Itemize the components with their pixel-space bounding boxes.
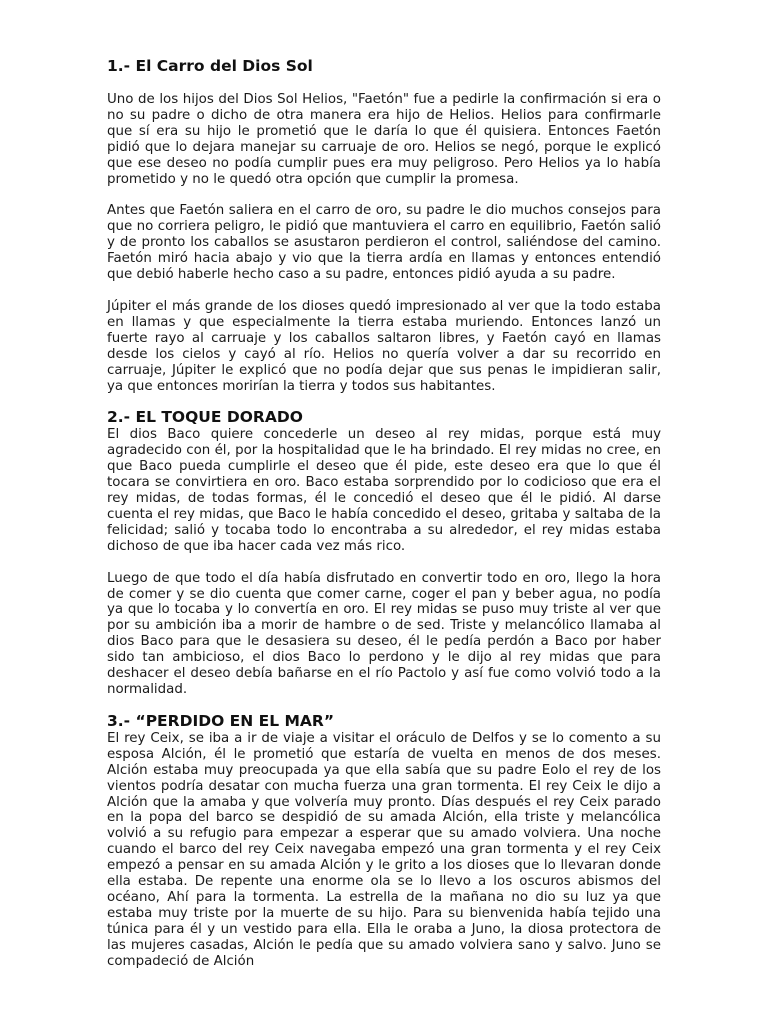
section-3-title: 3.- “PERDIDO EN EL MAR”: [107, 711, 335, 730]
section-2-paragraph-2: Luego de que todo el día había disfrutado en convertir todo en oro, llego la hora de comer y se dio cuenta que comer carne, coger el pan y beber agua, no podía ya que lo tocaba y lo convertía en oro. El rey midas se puso muy triste al ver que por su ambición iba a morir de hambre o de sed. Triste y melancólico llamaba al dios Baco para que le desasiera su deseo, él le pedía perdón a Baco por haber sido tan ambicioso, el dios Baco lo perdono y le dijo al rey midas que para deshacer el deseo debía bañarse en el río Pactolo y así fue como volvió todo a la normalidad.: [107, 570, 661, 697]
section-1-paragraph-3: Júpiter el más grande de los dioses quedó impresionado al ver que la todo estaba en llamas y que especialmente la tierra estaba muriendo. Entonces lanzó un fuerte rayo al carruaje y los caballos saltaron libres, y Faetón cayó en llamas desde los cielos y cayó al río. Helios no quería volver a dar su recorrido en carruaje, Júpiter le explicó que no podía dejar que sus penas le impidieran salir, ya que entonces morirían la tierra y todos sus habitantes.: [107, 298, 661, 394]
section-1-paragraph-1: Uno de los hijos del Dios Sol Helios, "Faetón" fue a pedirle la confirmación si era o no su padre o dicho de otra manera era hijo de Helios. Helios para confirmarle que sí era su hijo le prometió que le daría lo que él quisiera. Entonces Faetón pidió que lo dejara manejar su carruaje de oro. Helios se negó, porque le explicó que ese deseo no podía cumplir pues era muy peligroso. Pero Helios ya lo había prometido y no le quedó otra opción que cumplir la promesa.: [107, 92, 661, 187]
section-1-paragraph-2: Antes que Faetón saliera en el carro de oro, su padre le dio muchos consejos para que no corriera peligro, le pidió que mantuviera el carro en equilibrio, Faetón salió y de pronto los caballos se asustaron perdieron el control, saliéndose del camino. Faetón miró hacia abajo y vio que la tierra ardía en llamas y entonces entendió que debió haberle hecho caso a su padre, entonces pidió ayuda a su padre.: [107, 203, 661, 283]
section-1-title: 1.- El Carro del Dios Sol: [107, 57, 313, 75]
section-3-paragraph-1: El rey Ceix, se iba a ir de viaje a visitar el oráculo de Delfos y se lo comento a su esposa Alción, él le prometió que estaría de vuelta en menos de dos meses. Alción estaba muy preocupada ya que ella sabía que su padre Eolo el rey de los vientos podría desatar con mucha fuerza una gran tormenta. El rey Ceix le dijo a Alción que la amaba y que volvería muy pronto. Días después el rey Ceix parado en la popa del barco se despidió de su amada Alción, ella triste y melancólica volvió a su refugio para empezar a esperar que su amado volviera. Una noche cuando el barco del rey Ceix navegaba empezó una gran tormenta y el rey Ceix empezó a pensar en su amada Alción y le grito a los dioses que lo llevaran donde ella estaba. De repente una enorme ola se lo llevo a los oscuros abismos del océano, Ahí para la tormenta. La estrella de la mañana no dio su luz ya que estaba muy triste por la muerte de su hijo. Para su bienvenida había tejido una túnica para él y un vestido para ella. Ella le oraba a Juno, la diosa protectora de las mujeres casadas, Alción le pedía que su amado volviera sano y salvo. Juno se compadeció de Alción: [107, 730, 661, 969]
section-2-title: 2.- EL TOQUE DORADO: [107, 408, 303, 427]
section-2-paragraph-1: El dios Baco quiere concederle un deseo al rey midas, porque está muy agradecido con él, por la hospitalidad que le ha brindado. El rey midas no cree, en que Baco pueda cumplirle el deseo que él pide, este deseo era que lo que él tocara se convirtiera en oro. Baco estaba sorprendido por lo codicioso que era el rey midas, de todas formas, él le concedió el deseo que él le pidió. Al darse cuenta el rey midas, que Baco le había concedido el deseo, gritaba y saltaba de la felicidad; salió y tocaba todo lo encontraba a su alrededor, el rey midas estaba dichoso de que iba hacer cada vez más rico.: [107, 427, 661, 554]
document-page: [107, 56, 661, 970]
